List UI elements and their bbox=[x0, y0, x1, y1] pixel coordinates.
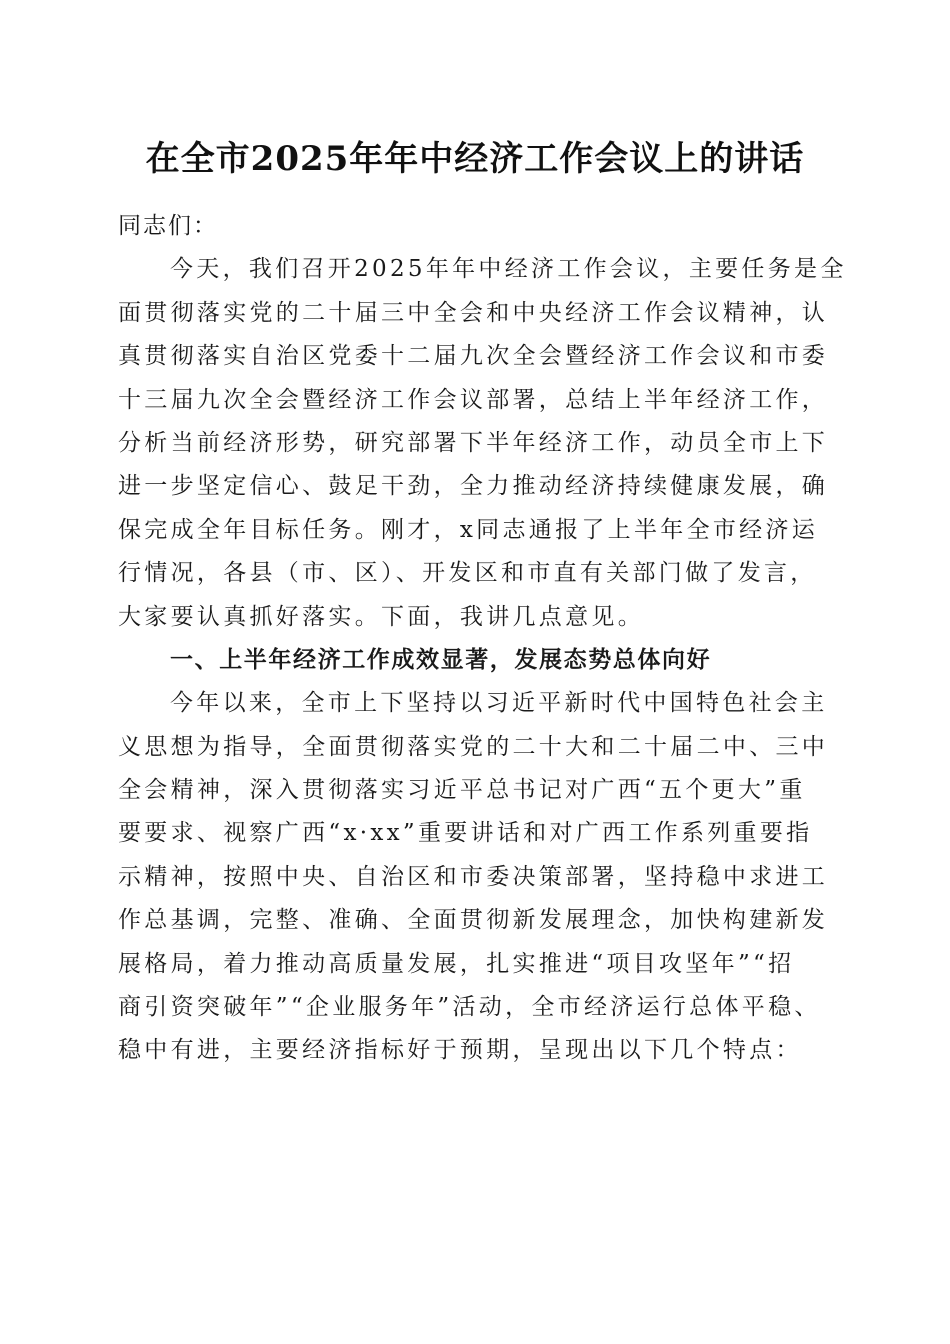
paragraph-line: 十三届九次全会暨经济工作会议部署，总结上半年经济工作， bbox=[118, 386, 829, 413]
paragraph-line: 今年以来，全市上下坚持以习近平新时代中国特色社会主 bbox=[170, 690, 828, 717]
document-body bbox=[118, 205, 847, 1073]
paragraph-intro bbox=[118, 248, 847, 639]
paragraph-line: 真贯彻落实自治区党委十二届九次全会暨经济工作会议和市委 bbox=[118, 343, 829, 370]
paragraph-line: 行情况，各县（市、区）、开发区和市直有关部门做了发言， bbox=[118, 560, 817, 587]
paragraph-line: 义思想为指导，全面贯彻落实党的二十大和二十届二中、三中 bbox=[118, 733, 829, 760]
document-title: 在全市2025年年中经济工作会议上的讲话 bbox=[145, 139, 805, 179]
paragraph-line: 全会精神，深入贯彻落实习近平总书记对广西“五个更大”重 bbox=[118, 777, 806, 804]
paragraph-line: 进一步坚定信心、鼓足干劲，全力推动经济持续健康发展，确 bbox=[118, 473, 829, 500]
paragraph-line: 稳中有进，主要经济指标好于预期，呈现出以下几个特点： bbox=[118, 1037, 802, 1064]
paragraph-line: 面贯彻落实党的二十届三中全会和中央经济工作会议精神，认 bbox=[118, 299, 829, 326]
paragraph-line: 作总基调，完整、准确、全面贯彻新发展理念，加快构建新发 bbox=[118, 907, 829, 934]
paragraph-line: 商引资突破年”“企业服务年”活动，全市经济运行总体平稳、 bbox=[118, 994, 821, 1021]
paragraph-section1 bbox=[118, 682, 830, 1073]
paragraph-line: 保完成全年目标任务。刚才，x同志通报了上半年全市经济运 bbox=[118, 516, 819, 543]
paragraph-line: 分析当前经济形势，研究部署下半年经济工作，动员全市上下 bbox=[118, 429, 829, 456]
paragraph-line: 今天，我们召开2025年年中经济工作会议，主要任务是全 bbox=[170, 256, 847, 283]
salutation: 同志们： bbox=[118, 213, 218, 239]
paragraph-line: 示精神，按照中央、自治区和市委决策部署，坚持稳中求进工 bbox=[118, 863, 829, 890]
paragraph-line: 大家要认真抓好落实。下面，我讲几点意见。 bbox=[118, 603, 644, 630]
paragraph-line: 要要求、视察广西“x·xx”重要讲话和对广西工作系列重要指 bbox=[118, 820, 813, 847]
section-heading: 一、上半年经济工作成效显著，发展态势总体向好 bbox=[170, 646, 712, 673]
paragraph-line: 展格局，着力推动高质量发展，扎实推进“项目攻坚年”“招 bbox=[118, 950, 795, 977]
